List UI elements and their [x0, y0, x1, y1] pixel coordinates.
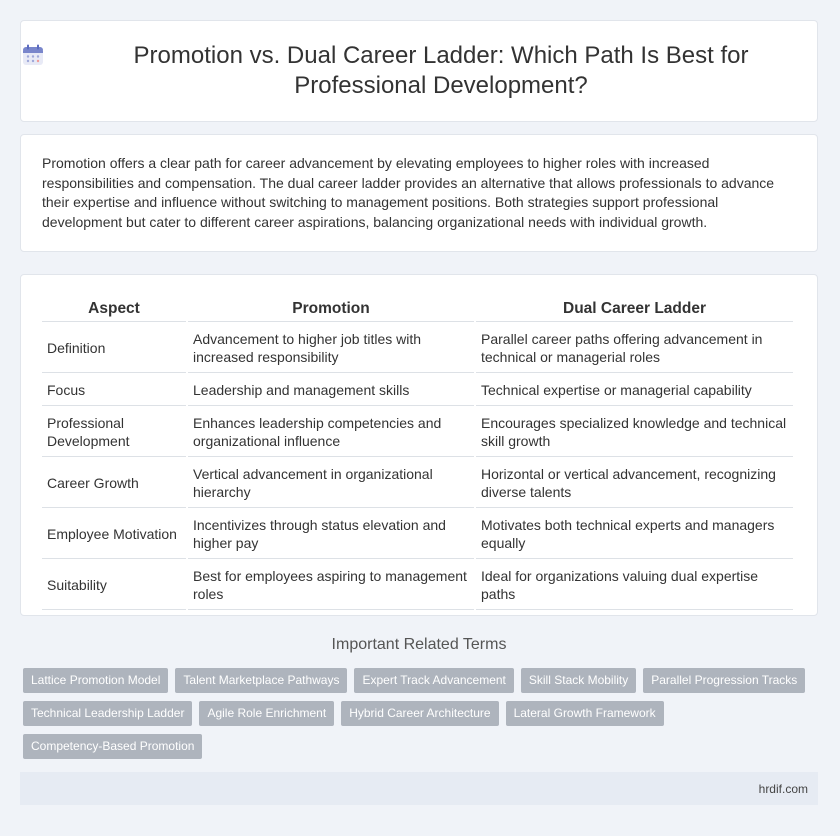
cell-aspect: Career Growth [42, 459, 186, 508]
related-terms-title: Important Related Terms [331, 636, 507, 653]
cell-aspect: Focus [42, 375, 186, 406]
tag-parallel-progression-tracks[interactable]: Parallel Progression Tracks [643, 668, 805, 693]
comparison-card [20, 274, 818, 616]
tag-skill-stack-mobility[interactable]: Skill Stack Mobility [521, 668, 636, 693]
tag-competency-based-promotion[interactable]: Competency-Based Promotion [23, 734, 202, 759]
cell-dual-ladder: Motivates both technical experts and managers equally [476, 510, 793, 559]
cell-aspect: Professional Development [42, 408, 186, 457]
cell-promotion: Vertical advancement in organizational hierarchy [188, 459, 474, 508]
intro-card [20, 134, 818, 252]
cell-dual-ladder: Ideal for organizations valuing dual expertise paths [476, 561, 793, 610]
cell-promotion: Advancement to higher job titles with increased responsibility [188, 324, 474, 373]
cell-dual-ladder: Parallel career paths offering advancement in technical or managerial roles [476, 324, 793, 373]
header-dual-career-ladder: Dual Career Ladder [476, 297, 793, 322]
table-header-row [42, 297, 793, 322]
header-aspect: Aspect [42, 297, 186, 322]
cell-dual-ladder: Horizontal or vertical advancement, recognizing diverse talents [476, 459, 793, 508]
cell-promotion: Enhances leadership competencies and organizational influence [188, 408, 474, 457]
title-wrap [21, 41, 817, 101]
cell-dual-ladder: Encourages specialized knowledge and technical skill growth [476, 408, 793, 457]
cell-promotion: Leadership and management skills [188, 375, 474, 406]
tag-hybrid-career-architecture[interactable]: Hybrid Career Architecture [341, 701, 498, 726]
title-card [20, 20, 818, 122]
tag-lateral-growth-framework[interactable]: Lateral Growth Framework [506, 701, 664, 726]
footer [20, 772, 818, 805]
tag-agile-role-enrichment[interactable]: Agile Role Enrichment [199, 701, 334, 726]
tag-expert-track-advancement[interactable]: Expert Track Advancement [354, 668, 513, 693]
cell-aspect: Suitability [42, 561, 186, 610]
cell-aspect: Definition [42, 324, 186, 373]
cell-promotion: Incentivizes through status elevation and higher pay [188, 510, 474, 559]
cell-dual-ladder: Technical expertise or managerial capability [476, 375, 793, 406]
related-terms-section [20, 636, 818, 759]
cell-aspect: Employee Motivation [42, 510, 186, 559]
intro-paragraph: Promotion offers a clear path for career advancement by elevating employees to higher roles with increased responsibilities and compensation. The dual career ladder provides an alternative that allows professionals to advance their expertise and influence without switching to management positions. Both strategies support professional development but cater to different career aspirations, balancing organizational needs with individual growth. [42, 155, 775, 230]
table-row [42, 459, 793, 508]
tag-technical-leadership-ladder[interactable]: Technical Leadership Ladder [23, 701, 192, 726]
table-row [42, 375, 793, 406]
calendar-icon [21, 43, 45, 67]
related-terms-tags [20, 668, 818, 759]
header-promotion: Promotion [188, 297, 474, 322]
table-row [42, 561, 793, 610]
tag-talent-marketplace-pathways[interactable]: Talent Marketplace Pathways [175, 668, 347, 693]
table-row [42, 324, 793, 373]
footer-site-link[interactable]: hrdif.com [758, 781, 808, 796]
comparison-table [40, 295, 795, 612]
table-row [42, 408, 793, 457]
tag-lattice-promotion-model[interactable]: Lattice Promotion Model [23, 668, 168, 693]
cell-promotion: Best for employees aspiring to management roles [188, 561, 474, 610]
table-row [42, 510, 793, 559]
page-title: Promotion vs. Dual Career Ladder: Which Path Is Best for Professional Development? [133, 42, 749, 99]
